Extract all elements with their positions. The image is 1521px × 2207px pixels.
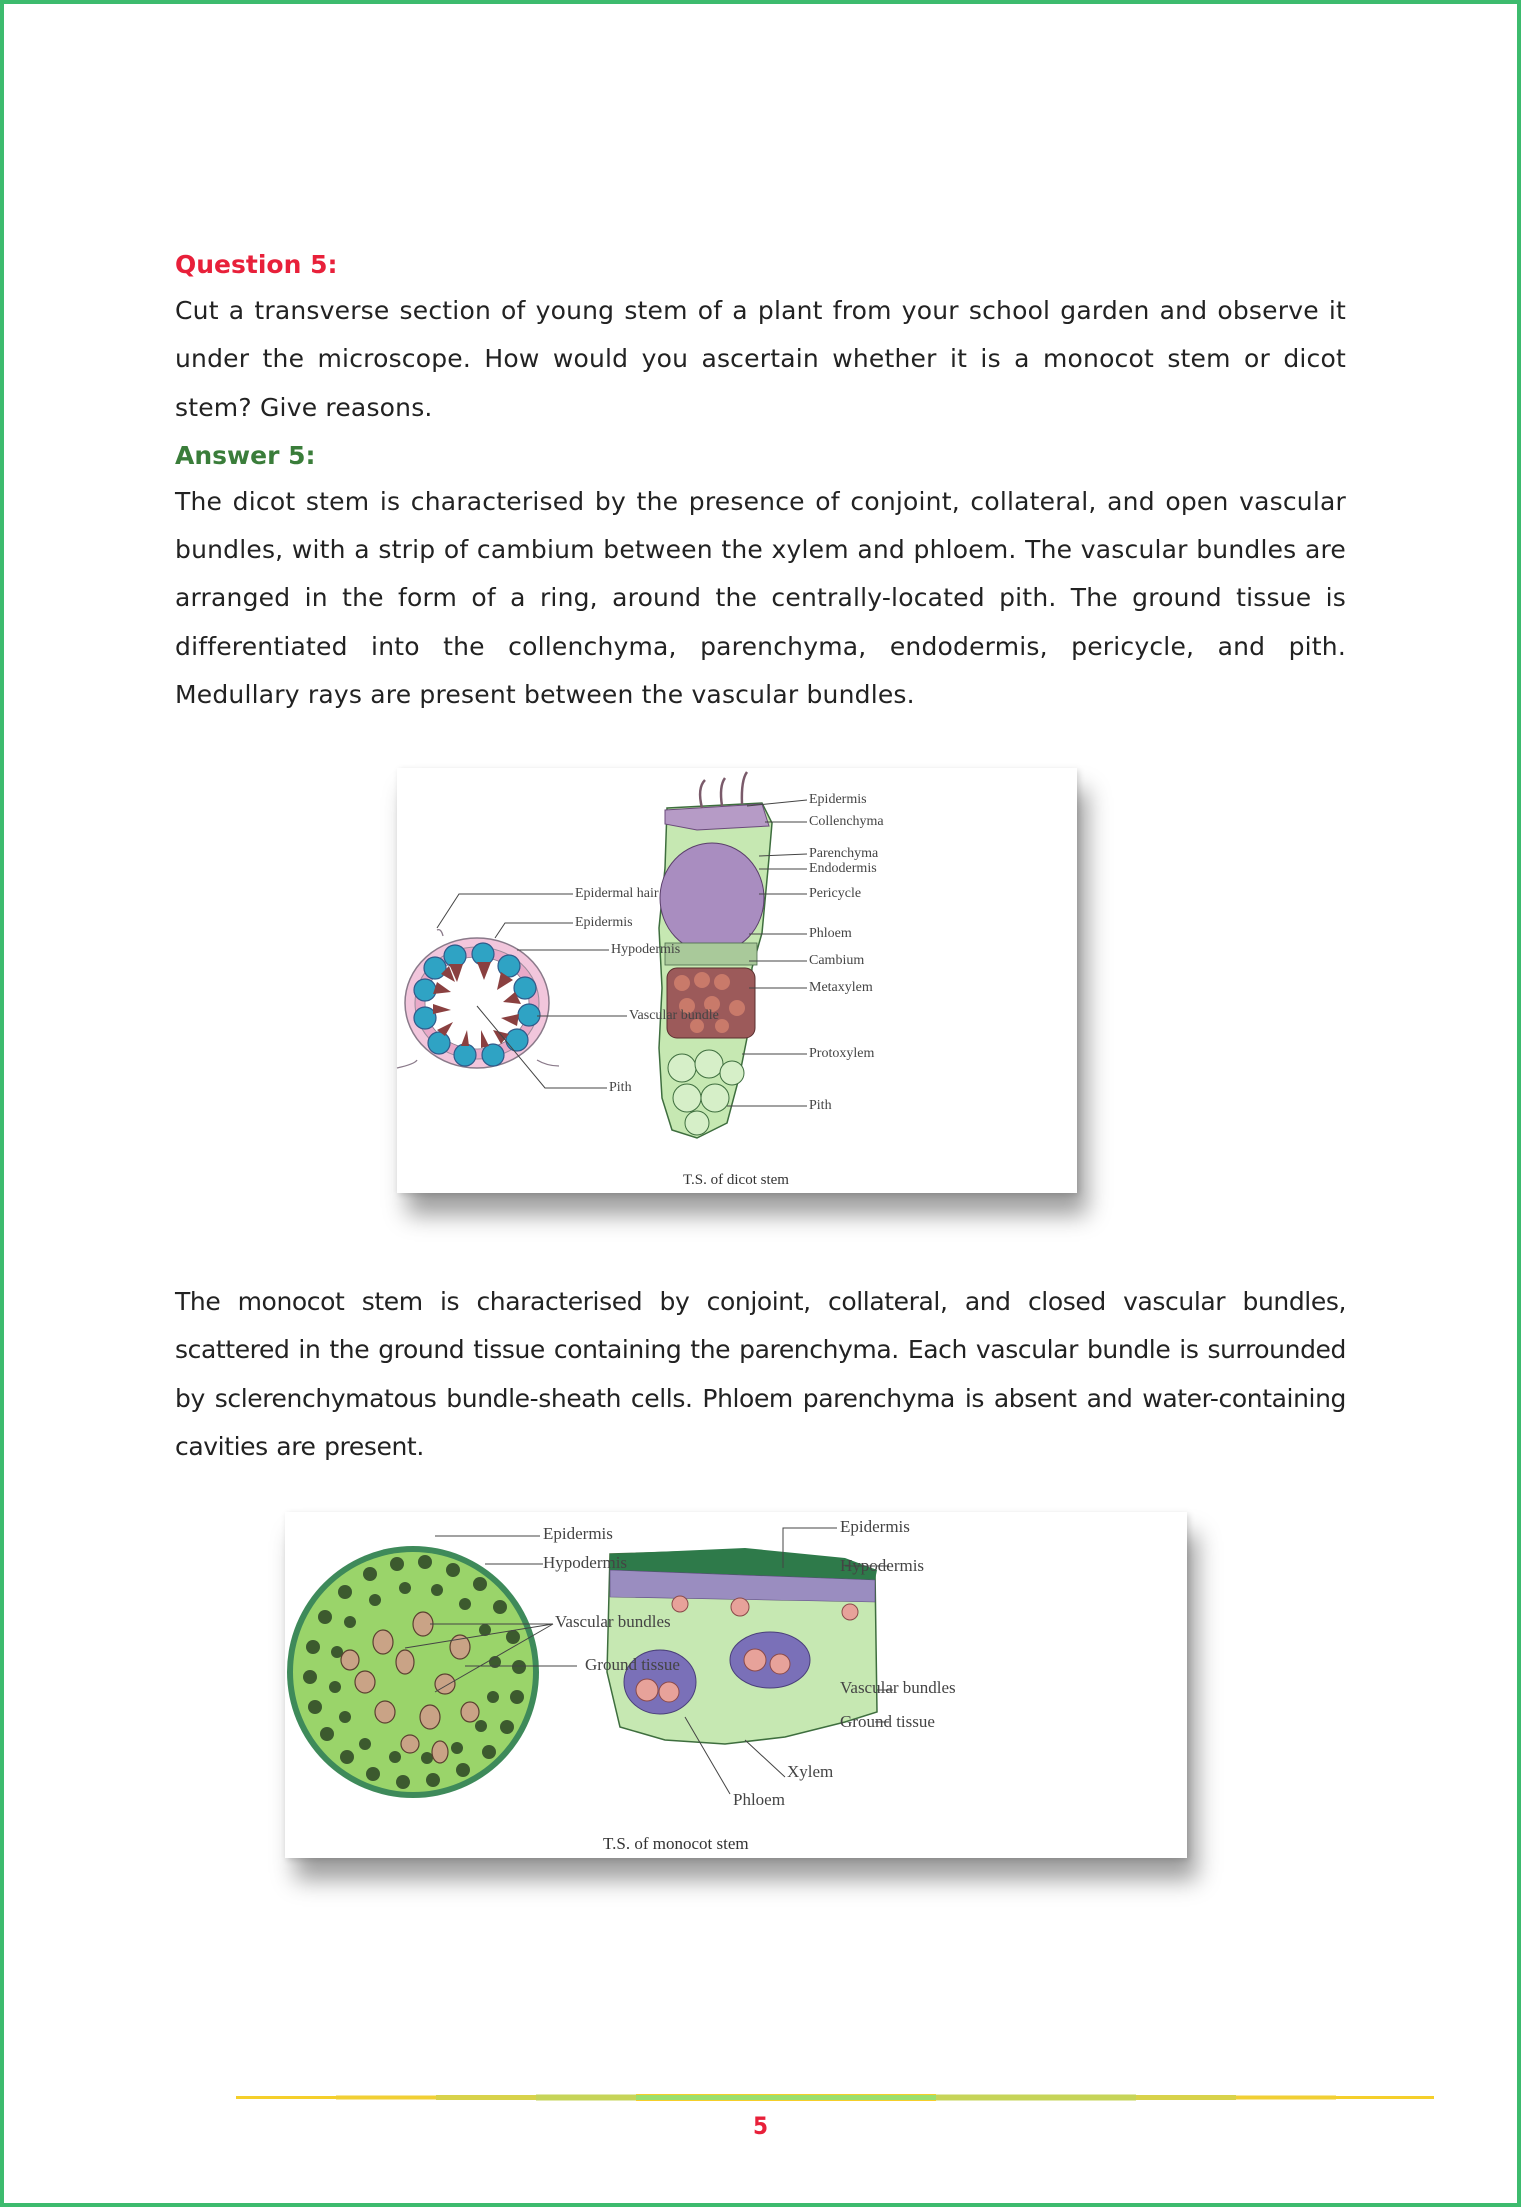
monocot-caption: T.S. of monocot stem	[603, 1834, 749, 1853]
monocot-label-epidermis-right: Epidermis	[840, 1517, 910, 1536]
dicot-label-endodermis: Endodermis	[809, 861, 877, 876]
answer-paragraph-monocot: The monocot stem is characterised by conjoint, collateral, and closed vascular bundles, scattered in the ground tissue containing the parenchyma. Each vascular bundle is surrounded by sclerenchymatous bundle-sheath cells. Phloem parenchyma is absent and water-containing cavities are present.	[175, 1287, 1346, 1461]
monocot-label-phloem: Phloem	[733, 1790, 785, 1809]
monocot-sector-drawing	[607, 1548, 877, 1744]
dicot-label-phloem: Phloem	[809, 926, 852, 941]
dicot-label-hypodermis: Hypodermis	[611, 942, 681, 957]
dicot-label-epidermal-hair: Epidermal hair	[575, 886, 659, 901]
monocot-label-epidermis-left: Epidermis	[543, 1524, 613, 1543]
dicot-label-pith-right: Pith	[809, 1098, 832, 1113]
dicot-diagram-drawing	[397, 768, 1077, 1193]
content-column	[175, 243, 1346, 719]
dicot-label-epidermis-right: Epidermis	[809, 792, 867, 807]
monocot-label-hypodermis-left: Hypodermis	[543, 1553, 628, 1572]
figure-dicot-stem	[397, 768, 1077, 1193]
dicot-label-metaxylem: Metaxylem	[809, 980, 873, 995]
dicot-label-protoxylem: Protoxylem	[809, 1046, 875, 1061]
footer-decorative-line	[236, 2094, 1434, 2101]
dicot-caption: T.S. of dicot stem	[683, 1172, 789, 1188]
dicot-label-cambium: Cambium	[809, 953, 865, 968]
dicot-label-parenchyma: Parenchyma	[809, 846, 879, 861]
dicot-label-pericycle: Pericycle	[809, 886, 862, 901]
monocot-label-vascular-bundles-right: Vascular bundles	[840, 1678, 956, 1697]
monocot-label-xylem: Xylem	[787, 1762, 834, 1781]
page-number: 5	[752, 2112, 769, 2140]
question-text: Cut a transverse section of young stem of a plant from your school garden and observe it under the microscope. How would you ascertain whether it is a monocot stem or dicot stem? Give reasons.	[175, 296, 1346, 422]
monocot-label-ground-tissue-left: Ground tissue	[585, 1655, 680, 1674]
monocot-paragraph-block	[175, 1278, 1346, 1471]
monocot-label-ground-tissue-right: Ground tissue	[840, 1712, 935, 1731]
question-heading: Question 5:	[175, 250, 338, 279]
dicot-label-epidermis-left: Epidermis	[575, 915, 633, 930]
dicot-label-pith-left: Pith	[609, 1080, 632, 1095]
monocot-label-vascular-bundles-left: Vascular bundles	[555, 1612, 671, 1631]
dicot-label-collenchyma: Collenchyma	[809, 814, 884, 829]
figure-monocot-stem	[285, 1512, 1187, 1858]
answer-heading: Answer 5:	[175, 440, 316, 470]
answer-paragraph-dicot: The dicot stem is characterised by the presence of conjoint, collateral, and open vascular bundles, with a strip of cambium between the xylem and phloem. The vascular bundles are arranged in the form of a ring, around the centrally-located pith. The ground tissue is differentiated into the collenchyma, parenchyma, endodermis, pericycle, and pith. Medullary rays are present between the vascular bundles.	[175, 486, 1346, 710]
monocot-whole-section	[287, 1546, 539, 1798]
monocot-label-hypodermis-right: Hypodermis	[840, 1556, 925, 1575]
dicot-label-vascular-bundle: Vascular bundle	[629, 1008, 719, 1023]
